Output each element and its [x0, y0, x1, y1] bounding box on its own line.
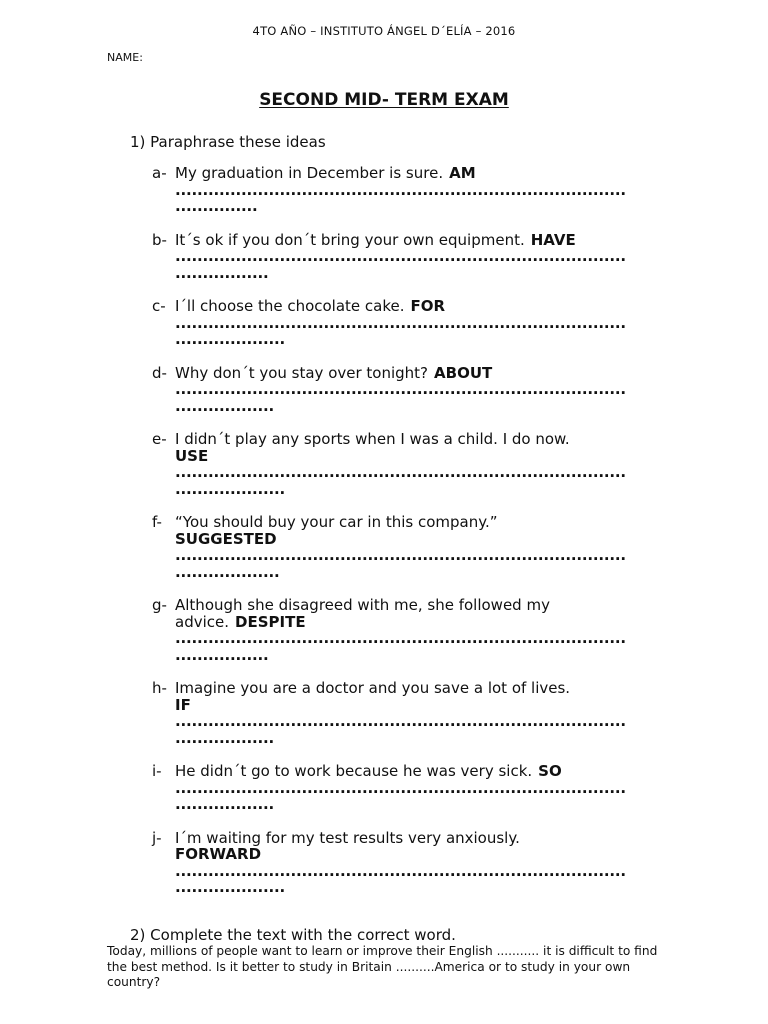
answer-line-end: .................	[175, 646, 269, 663]
item-sentence: I´m waiting for my test results very anxiously.	[175, 828, 520, 847]
answer-line-end: ..................	[175, 796, 274, 813]
item-sentence: It´s ok if you don´t bring your own equipment.	[175, 230, 525, 249]
item-marker: d-	[152, 363, 167, 382]
item-keyword: SUGGESTED	[175, 529, 277, 548]
exercise-item-e	[152, 431, 652, 497]
exercise-item-a	[152, 165, 652, 215]
answer-line-end: .................	[175, 264, 269, 281]
item-keyword: ABOUT	[434, 363, 493, 382]
exercise-item-f	[152, 514, 652, 580]
item-keyword: FORWARD	[175, 845, 262, 863]
section-1-title: 1) Paraphrase these ideas	[130, 133, 326, 151]
cloze-passage: Today, millions of people want to learn or improve their English ........... it is difficult to find the best method. Is it better to study in Britain ..........America or to study in your own country?	[107, 944, 658, 989]
exercise-item-d	[152, 365, 652, 415]
item-marker: f-	[152, 513, 162, 531]
item-sentence: My graduation in December is sure.	[175, 164, 444, 182]
item-sentence: I´ll choose the chocolate cake.	[175, 297, 405, 315]
item-marker: i-	[152, 762, 162, 780]
answer-line: ..................................................................................	[175, 314, 626, 331]
item-keyword: SO	[538, 762, 562, 780]
item-marker: e-	[152, 430, 167, 448]
answer-line-end: ..................	[175, 729, 274, 746]
answer-line-end: ....................	[175, 480, 285, 497]
answer-line: ..................................................................................	[175, 381, 626, 398]
item-keyword: USE	[175, 446, 209, 465]
item-sentence: Although she disagreed with me, she followed my advice.	[175, 596, 550, 631]
answer-line: ..................................................................................	[175, 779, 626, 796]
name-label: NAME:	[107, 51, 143, 64]
answer-line: ..................................................................................	[175, 630, 626, 647]
answer-line-end: ....................	[175, 331, 285, 348]
answer-line: ..................................................................................	[175, 862, 626, 879]
item-marker: h-	[152, 679, 167, 697]
answer-line: ..................................................................................	[175, 248, 626, 265]
item-sentence: I didn´t play any sports when I was a child. I do now.	[175, 430, 570, 448]
item-marker: a-	[152, 164, 167, 182]
exercise-item-b	[152, 232, 652, 282]
item-keyword: FOR	[410, 297, 446, 315]
answer-line: ..................................................................................	[175, 547, 626, 564]
answer-line: ..................................................................................	[175, 464, 626, 481]
document-header: 4TO AÑO – INSTITUTO ÁNGEL D´ELÍA – 2016	[252, 24, 516, 38]
answer-line: ..................................................................................	[175, 181, 626, 198]
answer-line-end: ...................	[175, 563, 280, 580]
exercise-item-c	[152, 298, 652, 348]
item-sentence: He didn´t go to work because he was very sick.	[175, 762, 533, 780]
exercise-item-i	[152, 763, 652, 813]
answer-line-end: ..................	[175, 397, 274, 414]
item-keyword: IF	[175, 695, 191, 714]
exercise-item-j	[152, 830, 652, 896]
section-2-title: 2) Complete the text with the correct word.	[130, 926, 456, 944]
item-sentence: “You should buy your car in this company.”	[175, 513, 498, 531]
exercise-item-h	[152, 680, 652, 746]
answer-line: ..................................................................................	[175, 713, 626, 730]
item-keyword: DESPITE	[235, 612, 306, 631]
item-sentence: Imagine you are a doctor and you save a lot of lives.	[175, 679, 571, 697]
exercise-item-g	[152, 597, 652, 663]
answer-line-end: ...............	[175, 198, 258, 215]
exam-title: SECOND MID- TERM EXAM	[259, 90, 509, 110]
item-marker: c-	[152, 297, 166, 315]
item-marker: b-	[152, 230, 167, 249]
item-marker: j-	[152, 828, 162, 847]
answer-line-end: ....................	[175, 879, 285, 896]
exercise-1-items	[152, 165, 652, 913]
item-keyword: HAVE	[530, 230, 576, 249]
item-marker: g-	[152, 596, 167, 614]
item-keyword: AM	[449, 164, 476, 182]
item-sentence: Why don´t you stay over tonight?	[175, 363, 429, 382]
